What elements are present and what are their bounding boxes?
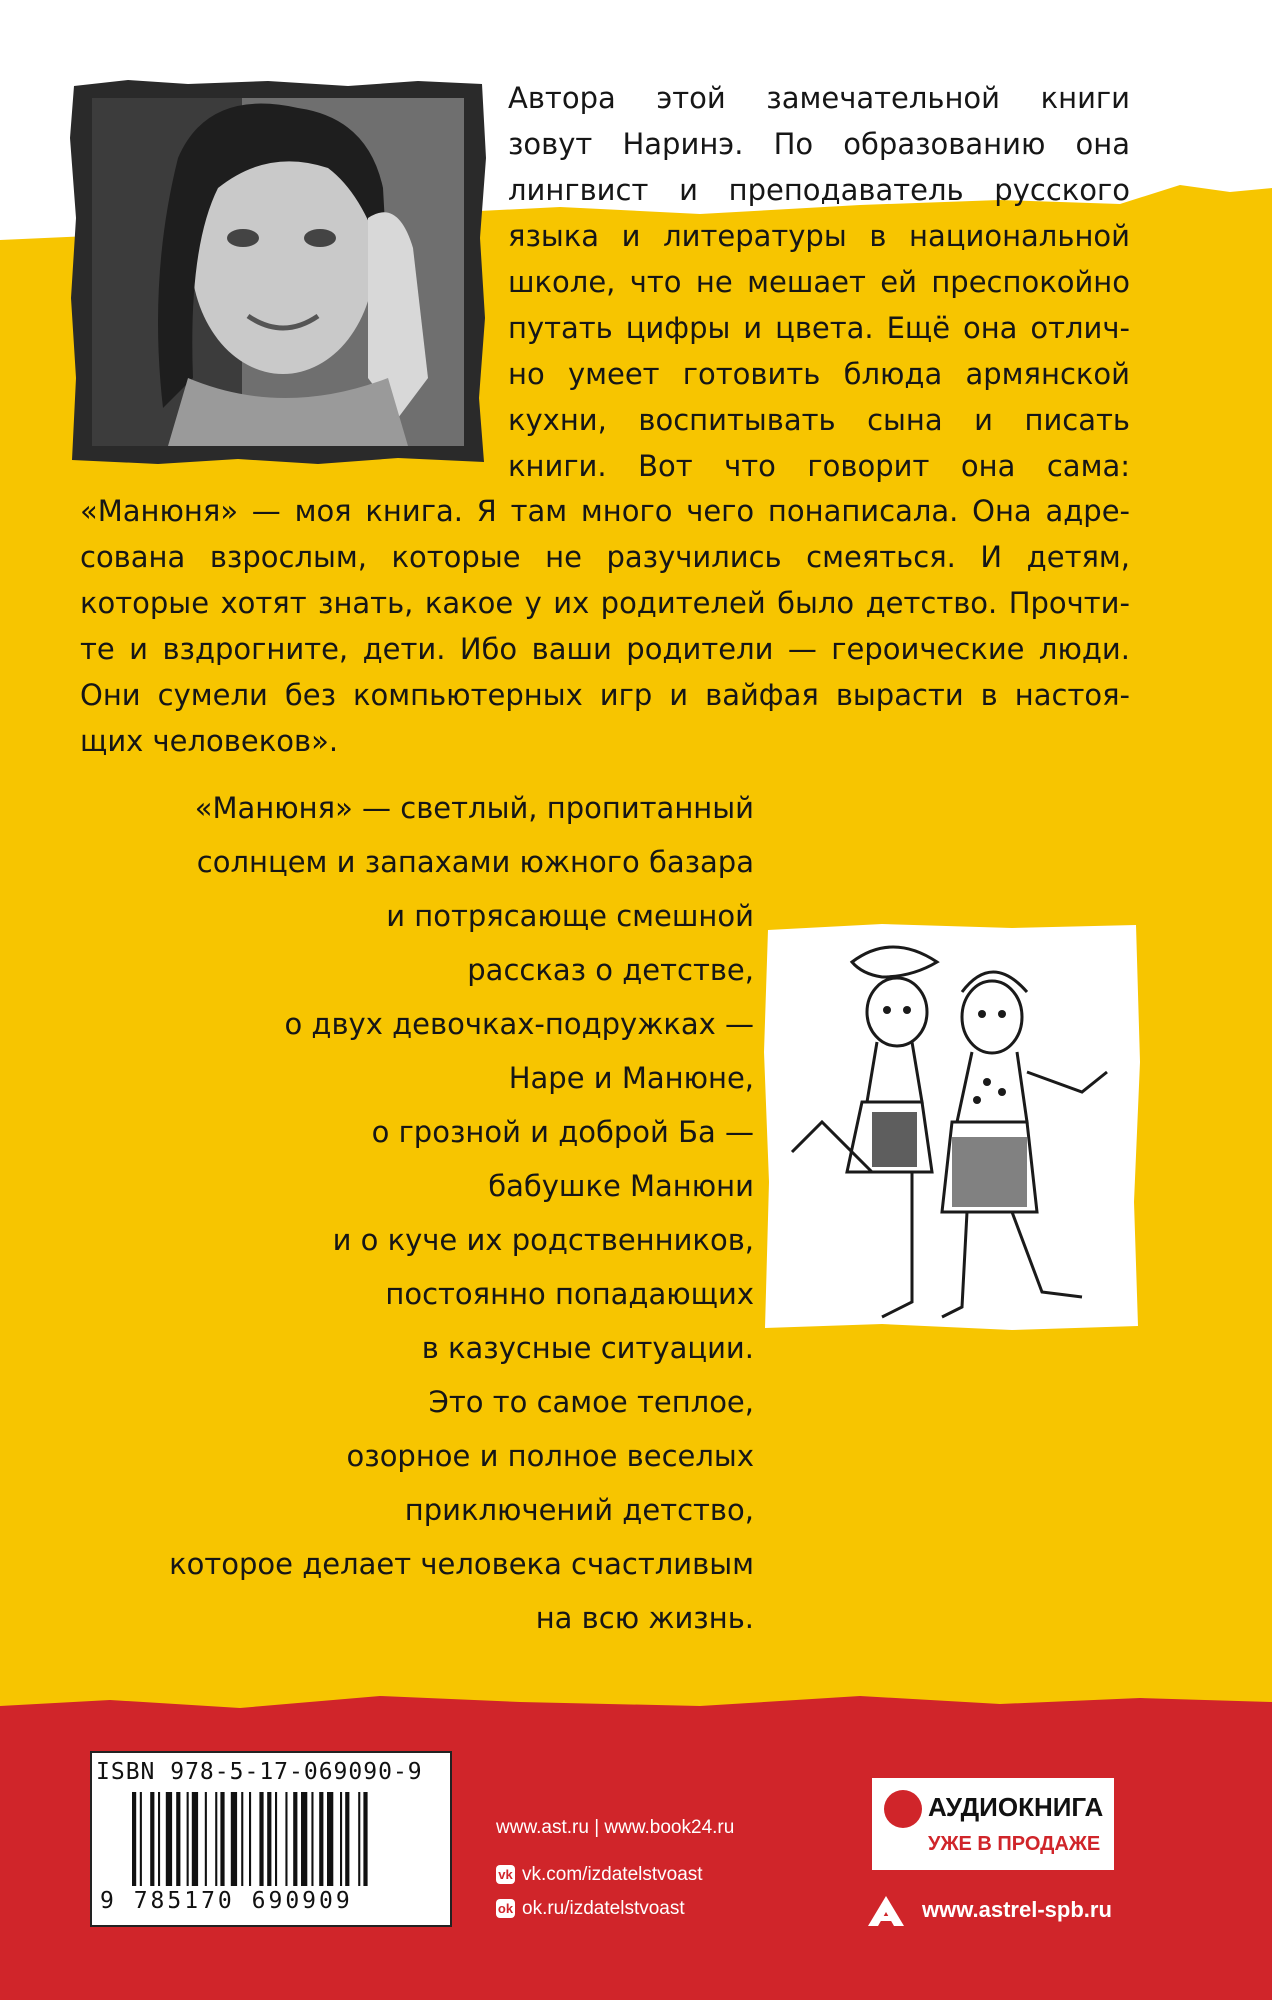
barcode-bar	[205, 1792, 207, 1886]
author-intro	[508, 75, 1130, 489]
barcode-bar	[241, 1792, 243, 1886]
vk-link-text: vk.com/izdatelstvoast	[522, 1864, 703, 1885]
barcode-bar	[311, 1792, 313, 1886]
author-quote	[80, 488, 1130, 764]
intro-line: путать цифры и цвета. Ещё она отлич-	[508, 311, 1130, 345]
barcode-bar	[327, 1792, 333, 1886]
ok-icon: ok	[497, 1901, 514, 1917]
barcode-bar	[249, 1792, 251, 1886]
description-line: «Манюня» — светлый, пропитанный	[194, 791, 754, 825]
intro-line: Автора этой замечательной книги	[508, 81, 1130, 115]
description-line: о грозной и доброй Ба —	[371, 1115, 754, 1149]
vk-link[interactable]	[496, 1864, 703, 1886]
ok-link[interactable]	[496, 1898, 685, 1920]
barcode-bar	[192, 1792, 198, 1886]
barcode-bar	[363, 1792, 367, 1886]
intro-line: языка и литературы в национальной	[508, 219, 1130, 253]
vk-icon: vk	[496, 1865, 515, 1884]
barcode-bar	[345, 1792, 349, 1886]
intro-line: книги. Вот что говорит она сама:	[508, 449, 1130, 483]
quote-line: которые хотят знать, какое у их родителей было детство. Прочти-	[80, 586, 1130, 620]
barcode-bar	[215, 1792, 217, 1886]
ok-link-text: ok.ru/izdatelstvoast	[522, 1898, 685, 1919]
intro-line: лингвист и преподаватель русского	[508, 173, 1130, 207]
quote-line: щих человеков».	[80, 724, 339, 758]
barcode-bar	[293, 1792, 297, 1886]
barcode-bar	[267, 1792, 271, 1886]
girls-illustration	[762, 922, 1142, 1332]
intro-line: кухни, воспитывать сына и писать	[508, 403, 1130, 437]
barcode-bar	[319, 1792, 323, 1886]
description-line: бабушке Манюни	[488, 1169, 754, 1203]
barcode-bar	[285, 1792, 287, 1886]
barcode-bar	[150, 1792, 154, 1886]
audiobook-icon	[884, 1790, 922, 1828]
description-line: Наре и Манюне,	[508, 1061, 754, 1095]
barcode-bar	[301, 1792, 307, 1886]
barcode	[132, 1792, 428, 1886]
intro-line: зовут Наринэ. По образованию она	[508, 127, 1130, 161]
quote-line: сована взрослым, которые не разучились смеяться. И детям,	[80, 540, 1130, 574]
barcode-bar	[231, 1792, 237, 1886]
description-line: которое делает человека счастливым	[169, 1547, 754, 1581]
barcode-bar	[176, 1792, 180, 1886]
audiobook-badge	[872, 1778, 1114, 1870]
audiobook-title: АУДИОКНИГА	[928, 1792, 1104, 1822]
barcode-bar	[140, 1792, 142, 1886]
barcode-bar	[259, 1792, 263, 1886]
intro-line: но умеет готовить блюда армянской	[508, 357, 1130, 391]
barcode-bar	[158, 1792, 160, 1886]
barcode-number: 9 785170 690909	[100, 1888, 353, 1914]
quote-line: «Манюня» — моя книга. Я там много чего понаписала. Она адре-	[80, 494, 1130, 528]
description-line: на всю жизнь.	[535, 1601, 754, 1635]
website-links[interactable]: www.ast.ru | www.book24.ru	[496, 1817, 735, 1838]
barcode-bar	[166, 1792, 172, 1886]
description-line: солнцем и запахами южного базара	[196, 845, 754, 879]
ast-logo	[866, 1894, 906, 1928]
intro-line: школе, что не мешает ей преспокойно	[508, 265, 1130, 299]
quote-line: те и вздрогните, дети. Ибо ваши родители — героические люди.	[80, 632, 1130, 666]
author-photo	[68, 78, 488, 466]
description-line: в казусные ситуации.	[421, 1331, 754, 1365]
description-line: Это то самое теплое,	[428, 1385, 754, 1419]
description-line: и потрясающе смешной	[386, 899, 754, 933]
astrel-site[interactable]: www.astrel-spb.ru	[922, 1897, 1112, 1922]
quote-line: Они сумели без компьютерных игр и вайфая вырасти в настоя-	[80, 678, 1130, 712]
barcode-bar	[340, 1792, 342, 1886]
isbn: ISBN 978-5-17-069090-9	[96, 1759, 423, 1785]
description-line: о двух девочках-подружках —	[284, 1007, 754, 1041]
description-line: постоянно попадающих	[385, 1277, 754, 1311]
barcode-bar	[220, 1792, 224, 1886]
description-line: и о куче их родственников,	[332, 1223, 754, 1257]
barcode-bar	[187, 1792, 189, 1886]
description-line: озорное и полное веселых	[346, 1439, 754, 1473]
description-line: приключений детство,	[404, 1493, 754, 1527]
barcode-bar	[275, 1792, 277, 1886]
barcode-bar	[358, 1792, 360, 1886]
audiobook-subtitle: УЖЕ В ПРОДАЖЕ	[928, 1833, 1101, 1855]
book-description	[60, 781, 754, 1645]
description-line: рассказ о детстве,	[467, 953, 754, 987]
barcode-bar	[132, 1792, 136, 1886]
